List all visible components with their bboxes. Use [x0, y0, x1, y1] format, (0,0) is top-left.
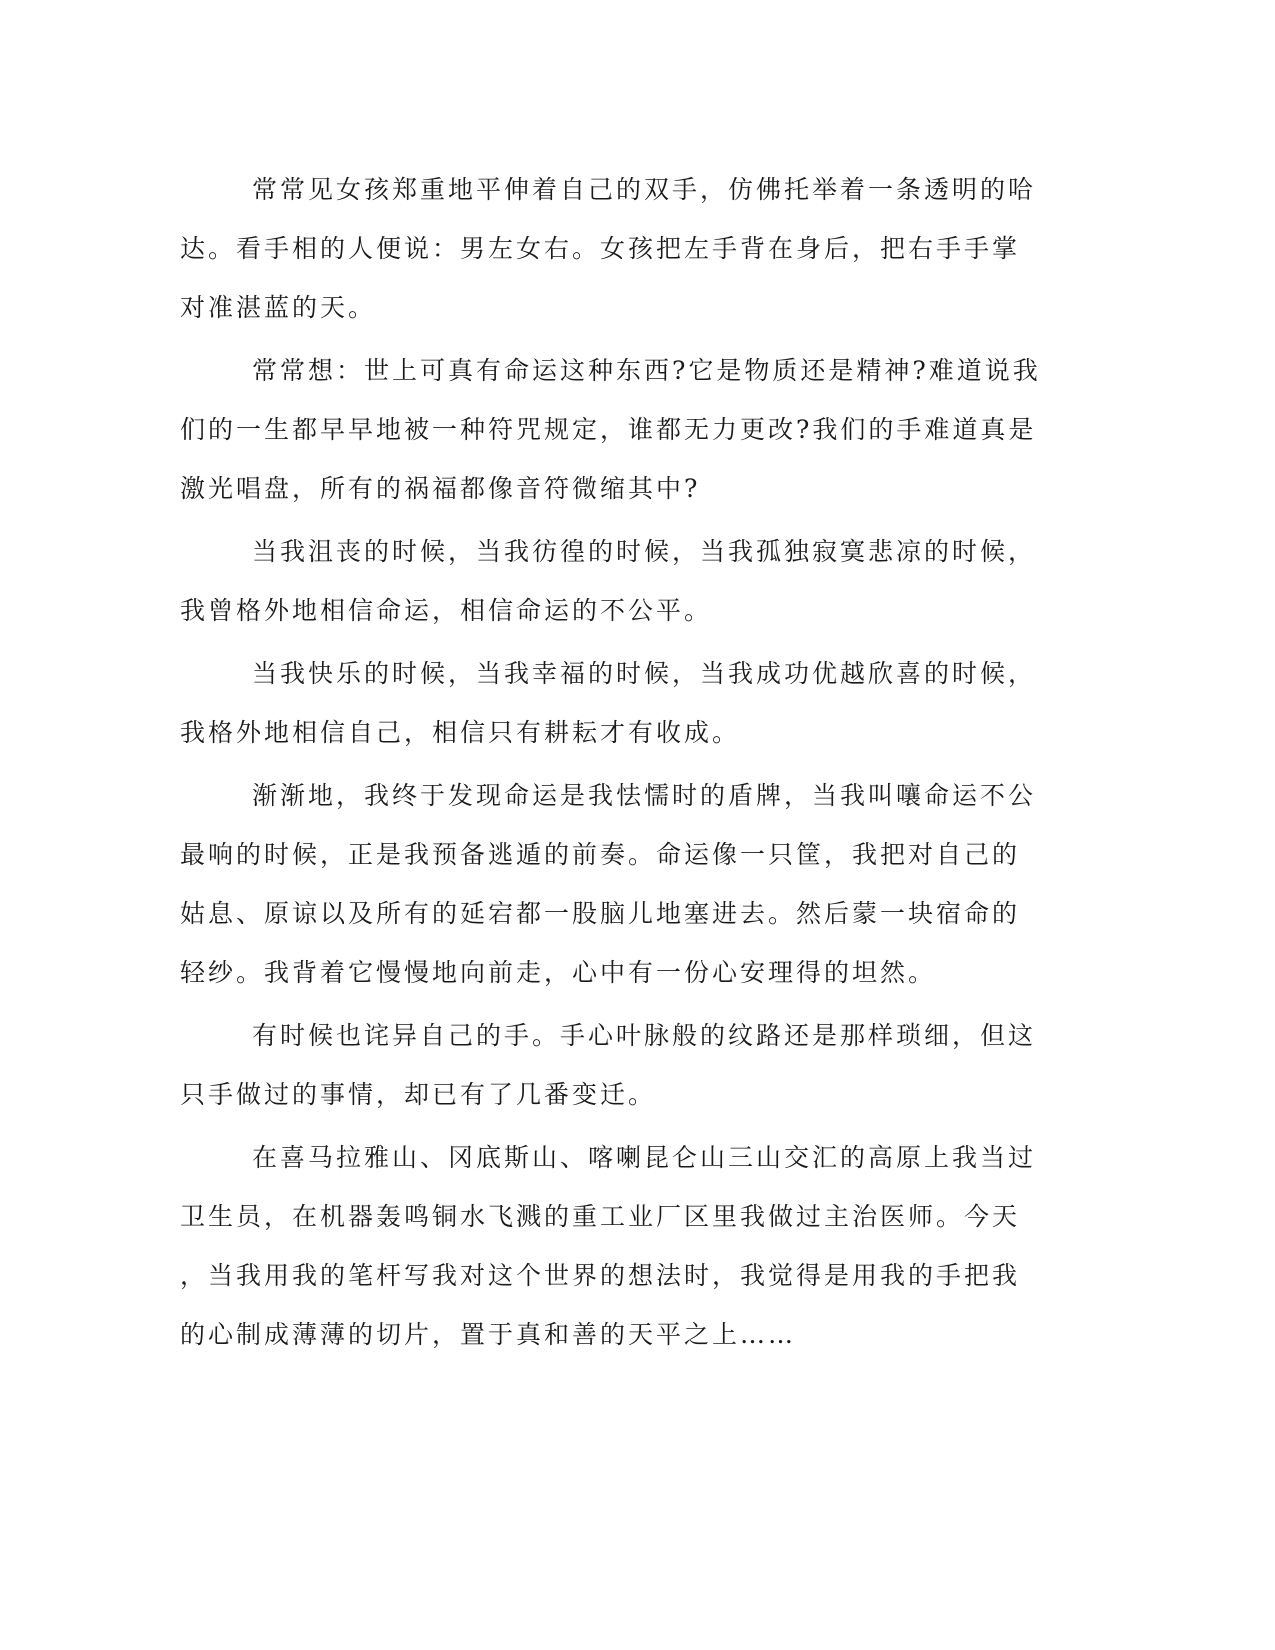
paragraph-2	[180, 341, 1050, 518]
text-line: 们的一生都早早地被一种符咒规定，谁都无力更改?我们的手难道真是	[180, 415, 1037, 444]
text-line: 对准湛蓝的天。	[180, 293, 377, 322]
paragraph-1	[180, 160, 1050, 337]
text-line: 姑息、原谅以及所有的延宕都一股脑儿地塞进去。然后蒙一块宿命的	[180, 899, 1021, 928]
text-line: 达。看手相的人便说：男左女右。女孩把左手背在身后，把右手手掌	[180, 234, 1021, 263]
text-line: 只手做过的事情，却已有了几番变迁。	[180, 1080, 657, 1109]
document-body	[180, 160, 1050, 1368]
text-line: ，当我用我的笔杆写我对这个世界的想法时，我觉得是用我的手把我	[180, 1261, 1021, 1290]
text-line: 卫生员，在机器轰鸣铜水飞溅的重工业厂区里我做过主治医师。今天	[180, 1202, 1021, 1231]
text-line: 的心制成薄薄的切片，置于真和善的天平之上……	[180, 1320, 797, 1349]
text-line: 我曾格外地相信命运，相信命运的不公平。	[180, 596, 713, 625]
paragraph-5	[180, 766, 1050, 1002]
paragraph-3	[180, 522, 1050, 640]
text-line: 轻纱。我背着它慢慢地向前走，心中有一份心安理得的坦然。	[180, 958, 937, 987]
text-line: 常常想：世上可真有命运这种东西?它是物质还是精神?难道说我	[252, 356, 1041, 385]
text-line: 当我快乐的时候，当我幸福的时候，当我成功优越欣喜的时候，	[252, 659, 1037, 688]
text-line: 常常见女孩郑重地平伸着自己的双手，仿佛托举着一条透明的哈	[252, 175, 1037, 204]
text-line: 激光唱盘，所有的祸福都像音符微缩其中?	[180, 474, 701, 503]
text-line: 渐渐地，我终于发现命运是我怯懦时的盾牌，当我叫嚷命运不公	[252, 781, 1037, 810]
text-line: 有时候也诧异自己的手。手心叶脉般的纹路还是那样琐细，但这	[252, 1021, 1037, 1050]
paragraph-4	[180, 644, 1050, 762]
paragraph-7	[180, 1128, 1050, 1364]
text-line: 在喜马拉雅山、冈底斯山、喀喇昆仑山三山交汇的高原上我当过	[252, 1143, 1037, 1172]
text-line: 最响的时候，正是我预备逃遁的前奏。命运像一只筐，我把对自己的	[180, 840, 1021, 869]
paragraph-6	[180, 1006, 1050, 1124]
text-line: 我格外地相信自己，相信只有耕耘才有收成。	[180, 718, 741, 747]
text-line: 当我沮丧的时候，当我彷徨的时候，当我孤独寂寞悲凉的时候，	[252, 537, 1037, 566]
